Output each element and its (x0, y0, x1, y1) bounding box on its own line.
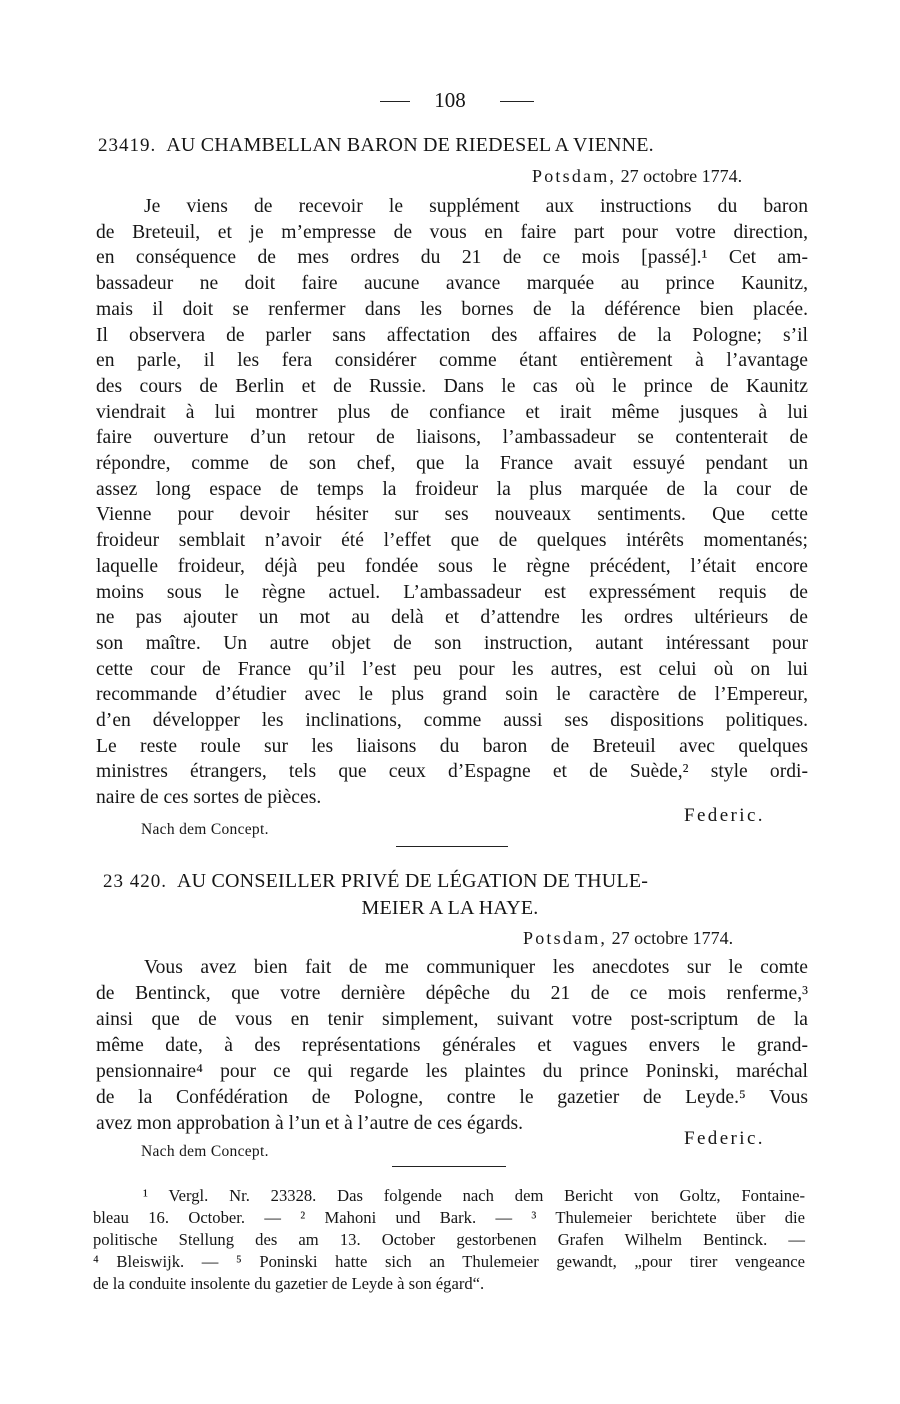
letter-dateline (523, 928, 733, 949)
footnote-line: ¹ Vergl. Nr. 23328. Das folgende nach dem Bericht von Goltz, Fontaine- (143, 1186, 805, 1205)
body-line: cette cour de France qu’il l’est peu pour les autres, est celui où on lui (96, 658, 808, 680)
footnote-line: politische Stellung des am 13. October gestorbenen Grafen Wilhelm Bentinck. — (93, 1230, 805, 1249)
body-line: froideur semblait n’avoir été l’effet que de quelques intérêts momentanés; (96, 530, 808, 552)
letter-place: Potsdam, (532, 166, 617, 186)
body-line: mais il doit se renfermer dans les bornes de la déférence bien placée. (96, 298, 808, 320)
letter-dateline (532, 166, 742, 187)
body-line: d’en développer les inclinations, comme aussi ses dispositions politiques. (96, 710, 808, 731)
body-line: son maître. Un autre objet de son instruction, autant intéressant pour (96, 632, 808, 654)
section-divider (396, 846, 508, 847)
body-line: ainsi que de vous en tenir simplement, suivant votre post-scriptum de la (96, 1009, 808, 1030)
letter-date: 27 octobre 1774. (611, 928, 734, 948)
letter-number: 23419. (98, 135, 157, 156)
letter-source: Nach dem Concept. (141, 821, 269, 838)
footnote-line: ⁴ Bleiswijk. — ⁵ Poninski hatte sich an Thulemeier gewandt, „pour tirer vengeance (93, 1252, 805, 1271)
body-line: ne pas ajouter un mot au delà et d’attendre les ordres ultérieurs de (96, 607, 808, 629)
body-line: Je viens de recevoir le supplément aux instructions du baron (144, 196, 808, 217)
body-line: en conséquence de mes ordres du 21 de ce mois [passé].¹ Cet am- (96, 247, 808, 269)
body-line: assez long espace de temps la froideur la plus marquée de la cour de (96, 478, 808, 500)
letter-title: AU CHAMBELLAN BARON DE RIEDESEL A VIENNE. (166, 134, 654, 156)
letter-body (96, 957, 808, 1147)
page-number-rule-right (500, 101, 534, 102)
letter-body (96, 196, 808, 816)
body-line: Vienne pour devoir hésiter sur ses nouveaux sentiments. Que cette (96, 504, 808, 526)
body-line: répondre, comme de son chef, que la France avait essuyé pendant un (96, 453, 808, 474)
body-line: de Breteuil, et je m’empresse de vous en faire part pour votre direction, (96, 221, 808, 243)
page-number: 108 (434, 88, 466, 112)
body-line: de Bentinck, que votre dernière dépêche du 21 de ce mois renferme,³ (96, 983, 808, 1004)
body-line: ministres étrangers, tels que ceux d’Espagne et de Suède,² style ordi- (96, 761, 808, 783)
body-line: laquelle froideur, déjà peu fondée sous le règne précédent, l’était encore (96, 555, 808, 577)
letter-signature: Federic. (684, 805, 765, 826)
body-line: moins sous le règne actuel. L’ambassadeur est expressément requis de (96, 581, 808, 603)
body-line: Vous avez bien fait de me communiquer les anecdotes sur le comte (144, 957, 808, 978)
body-line: des cours de Berlin et de Russie. Dans le cas où le prince de Kaunitz (96, 375, 808, 397)
body-line: avez mon approbation à l’un et à l’autre de ces égards. (96, 1113, 524, 1134)
body-line: même date, à des représentations générales et vagues envers le grand- (96, 1035, 808, 1056)
body-line: Il observera de parler sans affectation des affaires de la Pologne; s’il (96, 324, 808, 346)
body-line: faire ouverture d’un retour de liaisons, l’ambassadeur se contenterait de (96, 427, 808, 449)
body-line: de la Confédération de Pologne, contre le gazetier de Leyde.⁵ Vous (96, 1087, 808, 1108)
letter-heading (103, 870, 648, 893)
section-divider (392, 1166, 506, 1167)
body-line: Le reste roule sur les liaisons du baron de Breteuil avec quelques (96, 735, 808, 757)
footnotes (93, 1186, 805, 1306)
body-line: viendrait à lui montrer plus de confiance et irait même jusques à lui (96, 401, 808, 423)
footnote-line: bleau 16. October. — ² Mahoni und Bark. — ³ Thulemeier berichtete über die (93, 1208, 805, 1227)
letter-title-continued: MEIER A LA HAYE. (361, 897, 539, 919)
letter-source: Nach dem Concept. (141, 1143, 269, 1160)
letter-signature: Federic. (684, 1128, 765, 1149)
body-line: pensionnaire⁴ pour ce qui regarde les plaintes du prince Poninski, maréchal (96, 1061, 808, 1082)
letter-heading (98, 134, 654, 157)
body-line: en parle, il les fera considérer comme étant entièrement à l’avantage (96, 350, 808, 372)
letter-number: 23 420. (103, 871, 167, 892)
letter-place: Potsdam, (523, 928, 608, 948)
body-line: naire de ces sortes de pièces. (96, 787, 322, 809)
body-line: recommande d’étudier avec le plus grand soin le caractère de l’Empereur, (96, 684, 808, 706)
body-line: bassadeur ne doit faire aucune avance marquée au prince Kaunitz, (96, 273, 808, 295)
letter-title: AU CONSEILLER PRIVÉ DE LÉGATION DE THULE- (177, 870, 649, 892)
footnote-line: de la conduite insolente du gazetier de Leyde à son égard“. (93, 1274, 485, 1293)
letter-date: 27 octobre 1774. (620, 166, 743, 186)
